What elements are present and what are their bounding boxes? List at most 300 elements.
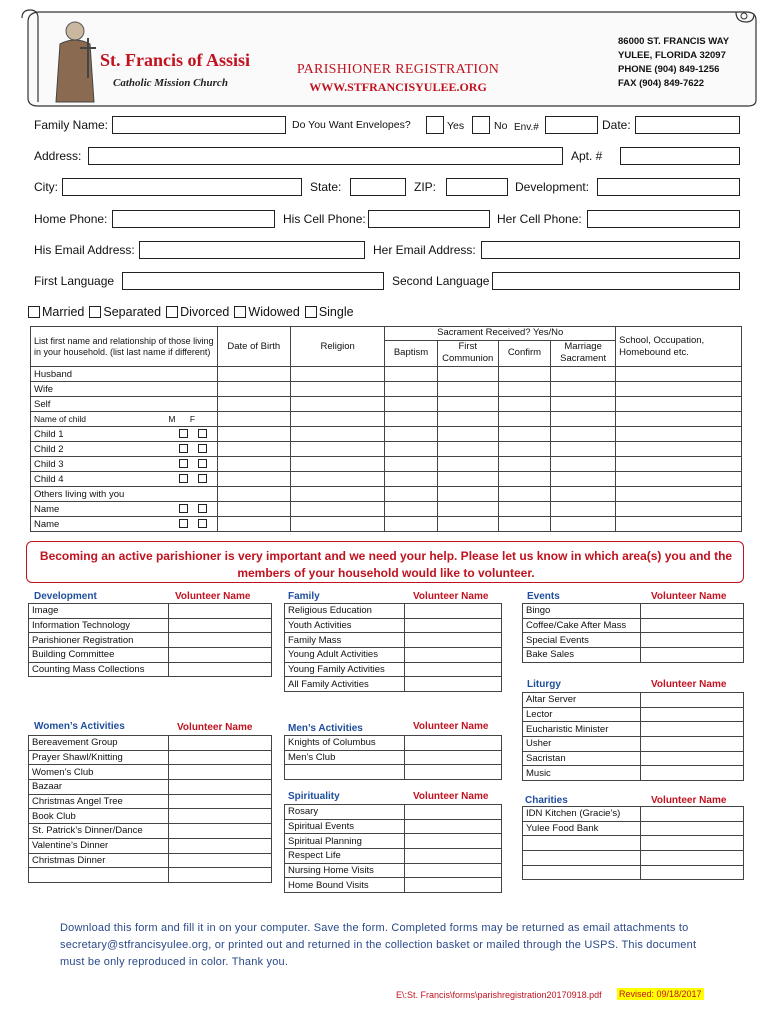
volunteer-name-cell[interactable]	[405, 765, 502, 780]
charities-table	[522, 806, 744, 880]
development-title: Development	[34, 591, 97, 602]
mf-checkboxes	[174, 429, 212, 440]
table-cell[interactable]	[290, 517, 384, 532]
date-field[interactable]	[635, 116, 740, 134]
activity-label: Women’s Club	[29, 765, 169, 780]
volunteer-name-cell[interactable]	[169, 838, 272, 853]
divorced-label: Divorced	[180, 305, 230, 319]
volunteer-name-cell[interactable]	[405, 633, 502, 648]
volunteer-name-cell[interactable]	[169, 780, 272, 795]
table-cell[interactable]	[437, 517, 498, 532]
activity-label: Bazaar	[29, 780, 169, 795]
table-cell[interactable]	[385, 517, 437, 532]
religion-header: Religion	[290, 327, 384, 367]
table-cell[interactable]	[551, 472, 616, 487]
table-cell[interactable]	[290, 412, 384, 427]
m-checkbox[interactable]	[179, 444, 188, 453]
table-cell[interactable]	[290, 487, 384, 502]
volunteer-name-cell[interactable]	[641, 618, 744, 633]
volunteer-name-cell[interactable]	[169, 736, 272, 751]
household-member-label: Husband	[31, 367, 218, 382]
volunteer-name-cell[interactable]	[641, 851, 744, 866]
volunteer-name-cell[interactable]	[169, 794, 272, 809]
volunteer-name-cell[interactable]	[169, 765, 272, 780]
list-item	[29, 662, 272, 677]
table-cell[interactable]	[437, 457, 498, 472]
table-cell[interactable]	[437, 427, 498, 442]
f-checkbox[interactable]	[198, 474, 207, 483]
activity-label: Sacristan	[523, 751, 641, 766]
saint-francis-icon	[52, 18, 98, 104]
table-cell[interactable]	[551, 442, 616, 457]
table-cell[interactable]	[217, 397, 290, 412]
footer-note: Download this form and fill it in on your computer. Save the form. Completed forms may be returned as email attachments to secretary@stfrancisyulee.org, or printed out and returned in the collection basket or mailed through the USPS. This document must be only reproduced in color. Thank you.	[60, 922, 697, 968]
volunteer-name-cell[interactable]	[169, 633, 272, 648]
table-row	[31, 382, 742, 397]
home-phone-field[interactable]	[112, 210, 275, 228]
volunteer-name-cell[interactable]	[641, 766, 744, 781]
list-item	[523, 693, 744, 708]
activity-label: Special Events	[523, 633, 641, 648]
sacrament-header: Sacrament Received? Yes/No	[385, 327, 616, 341]
volunteer-name-cell[interactable]	[169, 824, 272, 839]
env-number-label: Env.#	[514, 122, 539, 133]
list-item	[29, 794, 272, 809]
table-cell[interactable]	[498, 472, 550, 487]
activity-label: Bake Sales	[523, 648, 641, 663]
envelopes-no-checkbox[interactable]	[472, 116, 490, 134]
table-cell[interactable]	[498, 502, 550, 517]
liturgy-volunteer-label: Volunteer Name	[651, 679, 727, 690]
child-subheader	[31, 412, 218, 427]
development-field[interactable]	[597, 178, 740, 196]
mens-title: Men’s Activities	[288, 723, 363, 734]
activity-label: Information Technology	[29, 618, 169, 633]
list-item	[29, 809, 272, 824]
volunteer-name-cell[interactable]	[169, 604, 272, 619]
table-row	[31, 457, 742, 472]
activity-label: Rosary	[285, 805, 405, 820]
volunteer-name-cell[interactable]	[405, 750, 502, 765]
widowed-checkbox[interactable]	[234, 306, 246, 318]
table-cell[interactable]	[616, 457, 742, 472]
table-cell[interactable]	[498, 487, 550, 502]
table-cell[interactable]	[290, 427, 384, 442]
phone-number: PHONE (904) 849-1256	[618, 64, 720, 75]
table-cell[interactable]	[217, 487, 290, 502]
activity-label: Altar Server	[523, 693, 641, 708]
his-email-label: His Email Address:	[34, 243, 135, 257]
table-cell[interactable]	[217, 442, 290, 457]
activity-label: Lector	[523, 707, 641, 722]
table-cell[interactable]	[551, 502, 616, 517]
her-cell-field[interactable]	[587, 210, 740, 228]
city-label: City:	[34, 180, 58, 194]
second-language-field[interactable]	[492, 272, 740, 290]
activity-label	[285, 765, 405, 780]
volunteer-name-cell[interactable]	[641, 604, 744, 619]
table-cell[interactable]	[551, 517, 616, 532]
state-field[interactable]	[350, 178, 406, 196]
f-checkbox[interactable]	[198, 429, 207, 438]
activity-label: Book Club	[29, 809, 169, 824]
list-item	[285, 677, 502, 692]
table-cell[interactable]	[290, 502, 384, 517]
liturgy-table	[522, 692, 744, 781]
her-cell-label: Her Cell Phone:	[497, 212, 582, 226]
events-title: Events	[527, 591, 560, 602]
table-cell[interactable]	[498, 397, 550, 412]
table-cell[interactable]	[385, 412, 437, 427]
home-phone-label: Home Phone:	[34, 212, 108, 226]
activity-label: All Family Activities	[285, 677, 405, 692]
volunteer-name-cell[interactable]	[641, 737, 744, 752]
volunteer-name-cell[interactable]	[405, 662, 502, 677]
activity-label: Men’s Club	[285, 750, 405, 765]
volunteer-name-cell[interactable]	[405, 604, 502, 619]
household-list-header: List first name and relationship of those living in your household. (list last name if different)	[31, 327, 218, 367]
activity-label: Spiritual Events	[285, 819, 405, 834]
table-cell[interactable]	[217, 412, 290, 427]
table-cell[interactable]	[498, 367, 550, 382]
table-cell[interactable]	[290, 457, 384, 472]
m-label: M	[168, 414, 176, 424]
activity-label	[29, 868, 169, 883]
table-cell[interactable]	[385, 472, 437, 487]
activity-label: Family Mass	[285, 633, 405, 648]
list-item	[285, 648, 502, 663]
table-cell[interactable]	[551, 382, 616, 397]
table-cell[interactable]	[290, 442, 384, 457]
volunteer-banner-text: Becoming an active parishioner is very important and we need your help. Please let us know in which area(s) you and the members of your household would like to volunteer.	[39, 549, 733, 580]
confirm-header: Confirm	[498, 340, 550, 366]
apt-field[interactable]	[620, 147, 740, 165]
list-item	[285, 834, 502, 849]
volunteer-name-cell[interactable]	[405, 849, 502, 864]
activity-label: Youth Activities	[285, 618, 405, 633]
table-cell[interactable]	[616, 517, 742, 532]
list-item	[285, 805, 502, 820]
table-cell[interactable]	[437, 472, 498, 487]
his-email-field[interactable]	[139, 241, 365, 259]
list-item	[523, 633, 744, 648]
table-cell[interactable]	[437, 397, 498, 412]
f-checkbox[interactable]	[198, 519, 207, 528]
table-cell[interactable]	[290, 367, 384, 382]
volunteer-name-cell[interactable]	[641, 751, 744, 766]
table-cell[interactable]	[616, 427, 742, 442]
address-field[interactable]	[88, 147, 563, 165]
married-checkbox[interactable]	[28, 306, 40, 318]
activity-label: Christmas Dinner	[29, 853, 169, 868]
womens-title: Women’s Activities	[34, 721, 125, 732]
volunteer-name-cell[interactable]	[405, 863, 502, 878]
table-row	[31, 442, 742, 457]
list-item	[523, 766, 744, 781]
school-occupation-header: School, Occupation, Homebound etc.	[616, 327, 742, 367]
household-member-label: Name	[31, 517, 218, 532]
table-cell[interactable]	[498, 412, 550, 427]
table-cell[interactable]	[437, 412, 498, 427]
city-field[interactable]	[62, 178, 302, 196]
volunteer-name-cell[interactable]	[641, 821, 744, 836]
table-cell[interactable]	[551, 487, 616, 502]
volunteer-name-cell[interactable]	[405, 805, 502, 820]
household-member-label: Wife	[31, 382, 218, 397]
family-title: Family	[288, 591, 320, 602]
table-cell[interactable]	[551, 427, 616, 442]
table-cell[interactable]	[290, 397, 384, 412]
volunteer-name-cell[interactable]	[405, 677, 502, 692]
adult-rows	[31, 367, 742, 412]
zip-label: ZIP:	[414, 180, 437, 194]
activity-label: Home Bound Visits	[285, 878, 405, 893]
charities-title: Charities	[525, 795, 568, 806]
marital-status-group	[28, 305, 354, 319]
m-checkbox[interactable]	[179, 504, 188, 513]
activity-label: Coffee/Cake After Mass	[523, 618, 641, 633]
household-member-label: Child 2	[31, 442, 218, 457]
volunteer-name-cell[interactable]	[169, 853, 272, 868]
activity-label: Image	[29, 604, 169, 619]
activity-label: Knights of Columbus	[285, 736, 405, 751]
table-cell[interactable]	[290, 382, 384, 397]
widowed-label: Widowed	[248, 305, 300, 319]
table-cell[interactable]	[616, 397, 742, 412]
mens-volunteer-label: Volunteer Name	[413, 721, 489, 732]
activity-label: Yulee Food Bank	[523, 821, 641, 836]
list-item	[29, 648, 272, 663]
table-cell[interactable]	[437, 382, 498, 397]
m-checkbox[interactable]	[179, 459, 188, 468]
activity-label: Religious Education	[285, 604, 405, 619]
volunteer-name-cell[interactable]	[169, 662, 272, 677]
womens-table	[28, 735, 272, 883]
activity-label: Counting Mass Collections	[29, 662, 169, 677]
table-cell[interactable]	[385, 487, 437, 502]
other-rows	[31, 502, 742, 532]
table-cell[interactable]	[217, 472, 290, 487]
volunteer-name-cell[interactable]	[641, 865, 744, 880]
volunteer-name-cell[interactable]	[405, 648, 502, 663]
table-row	[31, 517, 742, 532]
dob-header: Date of Birth	[217, 327, 290, 367]
list-item	[285, 662, 502, 677]
his-cell-label: His Cell Phone:	[283, 212, 366, 226]
liturgy-title: Liturgy	[527, 679, 561, 690]
table-cell[interactable]	[498, 517, 550, 532]
table-cell[interactable]	[498, 382, 550, 397]
his-cell-field[interactable]	[368, 210, 490, 228]
list-item	[523, 751, 744, 766]
m-checkbox[interactable]	[179, 474, 188, 483]
table-cell[interactable]	[551, 412, 616, 427]
activity-label: Valentine’s Dinner	[29, 838, 169, 853]
volunteer-name-cell[interactable]	[641, 648, 744, 663]
address-label: Address:	[34, 149, 82, 163]
table-cell[interactable]	[217, 382, 290, 397]
list-item	[523, 836, 744, 851]
table-cell[interactable]	[385, 367, 437, 382]
activity-label: Bereavement Group	[29, 736, 169, 751]
website-link[interactable]: WWW.STFRANCISYULEE.ORG	[309, 80, 487, 94]
table-cell[interactable]	[498, 427, 550, 442]
env-number-field[interactable]	[545, 116, 598, 134]
yes-label: Yes	[447, 120, 465, 132]
list-item	[285, 878, 502, 893]
household-table	[30, 326, 742, 532]
church-name: St. Francis of Assisi	[100, 50, 251, 70]
zip-field[interactable]	[446, 178, 508, 196]
list-item	[29, 868, 272, 883]
first-communion-header: First Communion	[437, 340, 498, 366]
m-checkbox[interactable]	[179, 519, 188, 528]
volunteer-name-cell[interactable]	[641, 722, 744, 737]
table-cell[interactable]	[616, 382, 742, 397]
date-label: Date:	[602, 118, 631, 132]
list-item	[29, 765, 272, 780]
activity-label: Prayer Shawl/Knitting	[29, 750, 169, 765]
list-item	[523, 865, 744, 880]
table-cell[interactable]	[616, 442, 742, 457]
table-cell[interactable]	[217, 367, 290, 382]
table-cell[interactable]	[437, 502, 498, 517]
volunteer-name-cell[interactable]	[169, 809, 272, 824]
table-row	[31, 502, 742, 517]
f-checkbox[interactable]	[198, 444, 207, 453]
table-cell[interactable]	[385, 382, 437, 397]
activity-label: IDN Kitchen (Gracie’s)	[523, 807, 641, 822]
table-row	[31, 472, 742, 487]
list-item	[285, 849, 502, 864]
table-cell[interactable]	[551, 397, 616, 412]
volunteer-name-cell[interactable]	[405, 834, 502, 849]
volunteer-name-cell[interactable]	[405, 618, 502, 633]
m-checkbox[interactable]	[179, 429, 188, 438]
table-cell[interactable]	[437, 442, 498, 457]
her-email-label: Her Email Address:	[373, 243, 476, 257]
charities-volunteer-label: Volunteer Name	[651, 795, 727, 806]
list-item	[29, 736, 272, 751]
table-cell[interactable]	[498, 442, 550, 457]
table-cell[interactable]	[616, 412, 742, 427]
table-cell[interactable]	[616, 487, 742, 502]
list-item	[523, 707, 744, 722]
table-cell[interactable]	[217, 457, 290, 472]
table-row	[31, 427, 742, 442]
envelopes-question: Do You Want Envelopes?	[292, 119, 411, 131]
baptism-header: Baptism	[385, 340, 437, 366]
volunteer-name-cell[interactable]	[169, 750, 272, 765]
table-cell[interactable]	[616, 472, 742, 487]
activity-label: Spiritual Planning	[285, 834, 405, 849]
single-label: Single	[318, 305, 354, 319]
table-cell[interactable]	[385, 502, 437, 517]
table-cell[interactable]	[498, 457, 550, 472]
envelopes-yes-checkbox[interactable]	[426, 116, 444, 134]
activity-label: Music	[523, 766, 641, 781]
table-cell[interactable]	[385, 457, 437, 472]
list-item	[285, 765, 502, 780]
list-item	[29, 750, 272, 765]
development-volunteer-label: Volunteer Name	[175, 591, 251, 602]
table-cell[interactable]	[437, 367, 498, 382]
her-email-field[interactable]	[481, 241, 740, 259]
activity-label: St. Patrick’s Dinner/Dance	[29, 824, 169, 839]
household-member-label: Name	[31, 502, 218, 517]
volunteer-name-cell[interactable]	[169, 648, 272, 663]
first-language-field[interactable]	[122, 272, 384, 290]
table-cell[interactable]	[217, 502, 290, 517]
fax-number: FAX (904) 849-7622	[618, 78, 705, 89]
table-cell[interactable]	[551, 367, 616, 382]
table-cell[interactable]	[290, 472, 384, 487]
list-item	[523, 821, 744, 836]
volunteer-name-cell[interactable]	[641, 707, 744, 722]
list-item	[285, 604, 502, 619]
table-cell[interactable]	[385, 442, 437, 457]
family-volunteer-label: Volunteer Name	[413, 591, 489, 602]
f-label: F	[189, 414, 196, 424]
mf-checkboxes	[174, 474, 212, 485]
volunteer-name-cell[interactable]	[169, 618, 272, 633]
volunteer-name-cell[interactable]	[641, 633, 744, 648]
activity-label: Bingo	[523, 604, 641, 619]
f-checkbox[interactable]	[198, 459, 207, 468]
file-path: E\:St. Francis\forms\parishregistration20170918.pdf	[396, 990, 602, 1000]
table-cell[interactable]	[217, 427, 290, 442]
f-checkbox[interactable]	[198, 504, 207, 513]
separated-checkbox[interactable]	[89, 306, 101, 318]
table-cell[interactable]	[437, 487, 498, 502]
household-member-label: Child 1	[31, 427, 218, 442]
activity-label: Eucharistic Minister	[523, 722, 641, 737]
revised-date: Revised: 09/18/2017	[619, 989, 702, 999]
volunteer-name-cell[interactable]	[405, 878, 502, 893]
single-checkbox[interactable]	[305, 306, 317, 318]
volunteer-name-cell[interactable]	[405, 736, 502, 751]
apt-label: Apt. #	[571, 149, 603, 163]
list-item	[29, 838, 272, 853]
list-item	[523, 851, 744, 866]
no-label: No	[494, 120, 508, 132]
table-cell[interactable]	[616, 502, 742, 517]
activity-label: Respect Life	[285, 849, 405, 864]
volunteer-name-cell[interactable]	[405, 819, 502, 834]
volunteer-name-cell[interactable]	[641, 836, 744, 851]
child-rows	[31, 427, 742, 487]
household-member-label: Child 3	[31, 457, 218, 472]
volunteer-name-cell[interactable]	[641, 693, 744, 708]
table-cell[interactable]	[551, 457, 616, 472]
table-cell[interactable]	[616, 367, 742, 382]
table-cell[interactable]	[217, 517, 290, 532]
activity-label: Parishioner Registration	[29, 633, 169, 648]
household-member-label: Child 4	[31, 472, 218, 487]
family-table	[284, 603, 502, 692]
family-name-field[interactable]	[112, 116, 286, 134]
activity-label: Usher	[523, 737, 641, 752]
volunteer-name-cell[interactable]	[169, 868, 272, 883]
table-cell[interactable]	[385, 427, 437, 442]
development-table	[28, 603, 272, 677]
address-line1: 86000 ST. FRANCIS WAY	[618, 36, 730, 47]
table-cell[interactable]	[385, 397, 437, 412]
volunteer-name-cell[interactable]	[641, 807, 744, 822]
mf-checkboxes	[174, 504, 212, 515]
list-item	[29, 824, 272, 839]
divorced-checkbox[interactable]	[166, 306, 178, 318]
